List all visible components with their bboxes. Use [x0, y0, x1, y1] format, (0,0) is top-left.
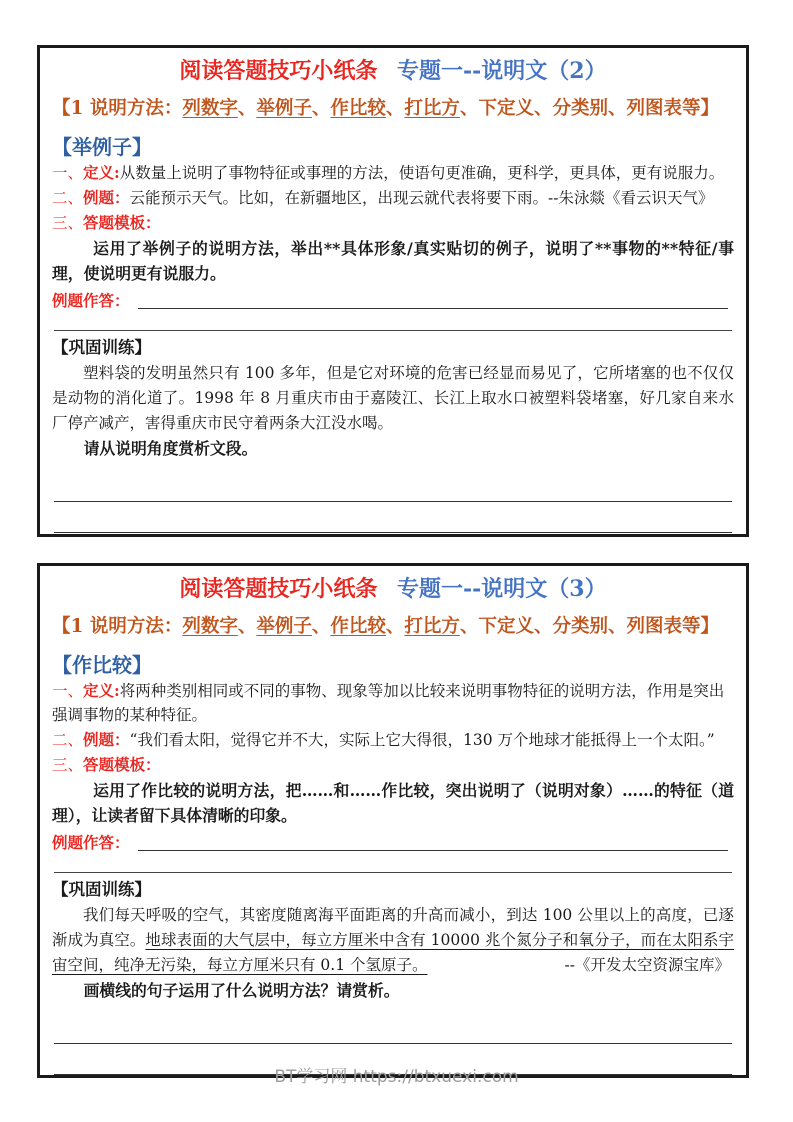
answer-lines-area: [52, 471, 734, 537]
answer-blank-line: [54, 1013, 732, 1044]
underlined-text: 举例子: [256, 98, 312, 119]
underlined-text: 列数字: [182, 98, 238, 119]
passage-source: --《开发太空资源宝库》: [564, 956, 730, 974]
section-title: 【作比较】: [52, 653, 152, 677]
item-number: 三、: [52, 756, 84, 774]
text-segment: 、下定义、分类别、列图表等】: [459, 98, 719, 119]
underlined-text: 列数字: [182, 616, 238, 637]
underlined-text: 举例子: [256, 616, 312, 637]
template-label: 答题模板: [83, 755, 146, 774]
title-topic: 专题一--说明文（2）: [397, 58, 607, 84]
example-label: 例题: [83, 730, 115, 749]
item-number: 一、: [52, 164, 84, 182]
example-answer-row: [52, 290, 734, 312]
text-segment: 我们每天呼吸的空气，其密度随离海平面距离的升高而减小，到达 100 公里以上的高度，已逐渐成为真空。: [52, 906, 734, 949]
text-segment: 、: [311, 98, 331, 119]
definition-text: 从数量上说明了事物特征或事理的方法，使语句更准确，更科学，更具体，更有说服力。: [119, 164, 725, 182]
practice-heading: 【巩固训练】: [52, 338, 151, 357]
text-segment: 【1 说明方法：: [52, 616, 183, 637]
text-segment: 、: [385, 616, 405, 637]
definition-label: 定义: [83, 681, 115, 700]
example-separator: ：: [114, 730, 130, 749]
example-text: “我们看太阳，觉得它并不大，实际上它大得很，130 万个地球才能抵得上一个太阳。”: [129, 731, 715, 749]
text-segment: 、: [237, 98, 257, 119]
text-segment: 、: [311, 616, 331, 637]
template-heading: [52, 753, 734, 777]
definition-label: 定义: [83, 163, 115, 182]
example-line: [52, 728, 734, 752]
item-number: 二、: [52, 731, 84, 749]
section-divider: [54, 872, 732, 873]
underlined-text: 打比方: [404, 616, 460, 637]
answer-blank-line: [54, 471, 732, 502]
definition-separator: :: [114, 163, 120, 182]
underlined-text: 地球表面的大气层中，每立方厘米中含有 10000 兆个氮分子和氧分子，而在太阳系宇宙空间，纯净无污染，每立方厘米只有 0.1 个氢原子。: [52, 931, 734, 974]
answer-blank-line: [54, 533, 732, 537]
practice-question: 画横线的句子运用了什么说明方法？请赏析。: [83, 981, 400, 1000]
section-title: 【举例子】: [52, 135, 152, 159]
example-line: [52, 186, 734, 210]
item-number: 一、: [52, 682, 84, 700]
item-number: 三、: [52, 214, 84, 232]
answer-blank-line: [54, 502, 732, 533]
worksheet-card-1: [37, 45, 749, 537]
practice-question: 请从说明角度赏析文段。: [83, 439, 258, 458]
answer-template-text: 运用了作比较的说明方法，把……和……作比较，突出说明了（说明对象）……的特征（道理），让读者留下具体清晰的印象。: [52, 781, 734, 825]
title-topic: 专题一--说明文（3）: [397, 576, 607, 602]
example-answer-row: [52, 832, 734, 854]
section-divider: [54, 330, 732, 331]
underlined-text: 打比方: [404, 98, 460, 119]
methods-summary-line: [52, 614, 734, 640]
example-answer-label: 例题作答：: [52, 291, 130, 310]
text-segment: 、下定义、分类别、列图表等】: [459, 616, 719, 637]
example-answer-label: 例题作答：: [52, 833, 130, 852]
text-segment: 塑料袋的发明虽然只有 100 多年，但是它对环境的危害已经显而易见了，它所堵塞的也不仅仅是动物的消化道了。1998 年 8 月重庆市由于嘉陵江、长江上取水口被塑料袋堵塞，好几家自来水厂停产减产，害得重庆市民守着两条大江没水喝。: [52, 364, 734, 432]
worksheet-card-2: [37, 563, 749, 1078]
text-segment: 、: [385, 98, 405, 119]
text-segment: 、: [237, 616, 257, 637]
example-answer-blank: [138, 292, 728, 309]
definition-separator: :: [114, 681, 120, 700]
page-title: [52, 574, 734, 604]
template-separator: ：: [145, 213, 161, 232]
definition-line: [52, 679, 734, 727]
title-main: 阅读答题技巧小纸条: [179, 576, 378, 602]
title-main: 阅读答题技巧小纸条: [179, 58, 378, 84]
underlined-text: 作比较: [330, 98, 386, 119]
item-number: 二、: [52, 189, 84, 207]
definition-line: [52, 161, 734, 185]
example-label: 例题: [83, 188, 115, 207]
practice-heading: 【巩固训练】: [52, 880, 151, 899]
practice-passage: [52, 361, 734, 436]
template-separator: ：: [145, 755, 161, 774]
example-answer-blank: [138, 834, 728, 851]
answer-template-text: 运用了举例子的说明方法，举出**具体形象/真实贴切的例子，说明了**事物的**特征/事理，使说明更有说服力。: [52, 239, 734, 283]
definition-text: 将两种类别相同或不同的事物、现象等加以比较来说明事物特征的说明方法，作用是突出强调事物的某种特征。: [52, 682, 725, 724]
template-label: 答题模板: [83, 213, 146, 232]
page-title: [52, 56, 734, 86]
template-heading: [52, 211, 734, 235]
underlined-text: 作比较: [330, 616, 386, 637]
example-separator: ：: [114, 188, 130, 207]
example-text: 云能预示天气。比如，在新疆地区，出现云就代表将要下雨。--朱泳燚《看云识天气》: [129, 189, 714, 207]
site-watermark: BT学习网 https://btxuexi.com: [274, 1067, 519, 1087]
methods-summary-line: [52, 96, 734, 122]
text-segment: 【1 说明方法：: [52, 98, 183, 119]
